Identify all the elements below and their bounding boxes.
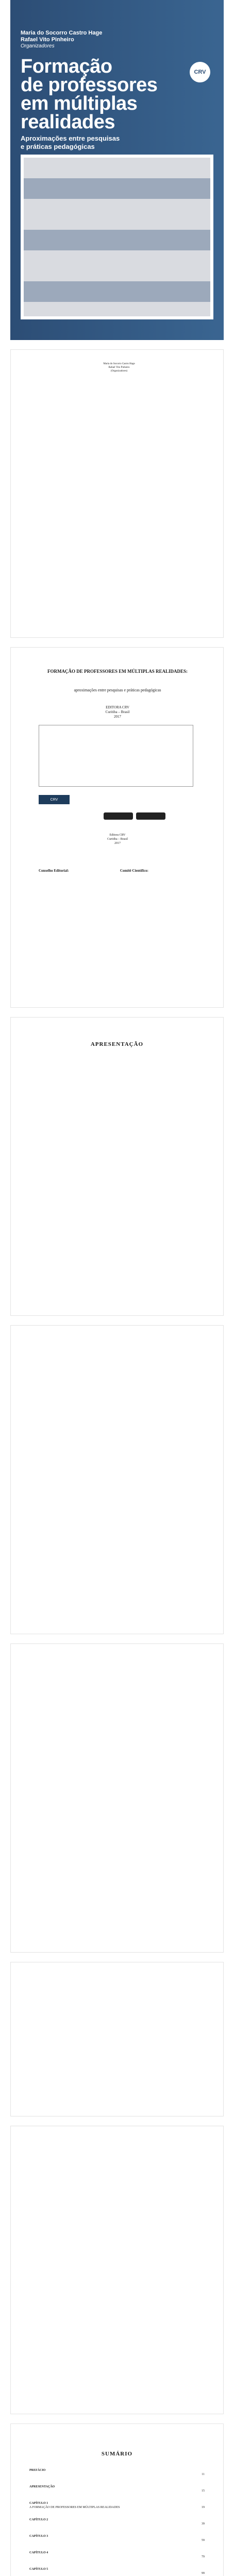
app-store-badges — [104, 812, 165, 820]
half-title-line: Maria do Socorro Castro Hage — [103, 363, 135, 365]
toc-chapter-label: APRESENTAÇÃO — [29, 2485, 55, 2488]
board-right-title: Comitê Científico: — [120, 869, 149, 873]
toc-chapter-label: CAPÍTULO 3 — [29, 2535, 48, 2538]
title-page-title: FORMAÇÃO DE PROFESSORES EM MÚLTIPLAS REALIDADES: — [47, 669, 188, 674]
editorial-board — [39, 869, 196, 875]
text-page — [10, 1643, 224, 1953]
toc-entry[interactable] — [29, 2468, 205, 2477]
toc-title: A FORMAÇÃO DE PROFESSORES EM MÚLTIPLAS REALIDADES — [29, 2506, 120, 2509]
app-badge — [136, 812, 165, 820]
cover-subtitle — [21, 134, 175, 151]
title-page-subtitle: aproximações entre pesquisas e práticas pedagógicas — [74, 688, 161, 692]
toc-page-number: 15 — [202, 2489, 205, 2493]
collage-strip — [24, 230, 210, 250]
cover-author-2: Rafael Vito Pinheiro — [21, 37, 74, 43]
toc-page-number: 99 — [202, 2572, 205, 2575]
toc-chapter-label: CAPÍTULO 2 — [29, 2518, 48, 2521]
publisher-contact — [42, 833, 193, 845]
toc-chapter-label: PREFÁCIO — [29, 2469, 46, 2472]
cover-title-line: em múltiplas — [21, 93, 138, 114]
toc-chapter-label: CAPÍTULO 5 — [29, 2568, 48, 2571]
text-page — [10, 2126, 224, 2414]
toc-list — [11, 2468, 223, 2576]
collage-strip — [24, 281, 210, 302]
toc-title — [29, 2538, 194, 2543]
cover-title-line: realidades — [21, 111, 115, 133]
text-page — [10, 1325, 224, 1634]
title-page — [10, 647, 224, 1008]
table-of-contents — [10, 2424, 224, 2576]
toc-heading: SUMÁRIO — [101, 2451, 133, 2457]
toc-chapter-label: CAPÍTULO 1 — [29, 2502, 48, 2505]
toc-page-number: 79 — [202, 2555, 205, 2558]
toc-row — [29, 2505, 205, 2510]
publisher-line: EDITORA CRV — [106, 705, 129, 709]
editorial-board-left — [39, 869, 115, 875]
toc-entry[interactable] — [29, 2501, 205, 2510]
toc-entry[interactable] — [29, 2551, 205, 2559]
toc-entry[interactable] — [29, 2518, 205, 2526]
cover-title-line: de professores — [21, 74, 158, 96]
toc-page-number: 59 — [202, 2539, 205, 2542]
cover-subtitle-line: e práticas pedagógicas — [21, 143, 95, 150]
toc-entry[interactable] — [29, 2567, 205, 2575]
toc-page-number: 19 — [202, 2506, 205, 2509]
app-badge — [104, 812, 133, 820]
toc-entry[interactable] — [29, 2534, 205, 2543]
contact-line: Curitiba – Brasil — [107, 838, 128, 841]
publisher-line: Curitiba – Brasil — [105, 710, 130, 714]
publisher-logo: CRV — [190, 62, 210, 82]
toc-row — [29, 2555, 205, 2559]
cover-title — [21, 57, 175, 131]
half-title-page — [10, 349, 224, 638]
book-cover — [10, 0, 224, 340]
toc-row — [29, 2538, 205, 2543]
text-page — [10, 1962, 224, 2116]
toc-page-number: 11 — [202, 2473, 205, 2476]
publisher-logo-small: CRV — [39, 795, 70, 804]
contact-line: 2017 — [114, 842, 121, 845]
toc-row — [29, 2571, 205, 2575]
cover-title-line: Formação — [21, 56, 112, 77]
cover-author-1: Maria do Socorro Castro Hage — [21, 30, 103, 36]
toc-page-number: 39 — [202, 2522, 205, 2526]
collage-strip — [24, 178, 210, 199]
toc-row — [29, 2472, 205, 2477]
cover-subtitle-line: Aproximações entre pesquisas — [21, 134, 120, 142]
catalog-card — [39, 725, 193, 787]
toc-title — [29, 2555, 194, 2559]
toc-row — [29, 2489, 205, 2493]
contact-line: Editora CRV — [109, 834, 126, 837]
publisher-line: 2017 — [114, 715, 121, 719]
toc-chapter-label: CAPÍTULO 4 — [29, 2551, 48, 2554]
cover-photo-collage — [21, 155, 213, 319]
toc-title — [29, 2489, 194, 2493]
half-title-line: Rafael Vito Pinheiro — [108, 366, 130, 369]
title-page-publisher — [42, 705, 193, 719]
cover-organizers-label: Organizadores — [21, 43, 55, 49]
presentation-page — [10, 1017, 224, 1316]
board-left-title: Conselho Editorial: — [39, 869, 69, 873]
toc-title — [29, 2472, 194, 2477]
toc-title — [29, 2571, 194, 2575]
toc-title — [29, 2522, 194, 2526]
toc-entry[interactable] — [29, 2485, 205, 2493]
editorial-board-right — [120, 869, 196, 875]
presentation-heading: APRESENTAÇÃO — [90, 1041, 144, 1047]
half-title-block — [88, 362, 150, 373]
half-title-line: (Organizadores) — [110, 370, 128, 372]
toc-row — [29, 2522, 205, 2526]
